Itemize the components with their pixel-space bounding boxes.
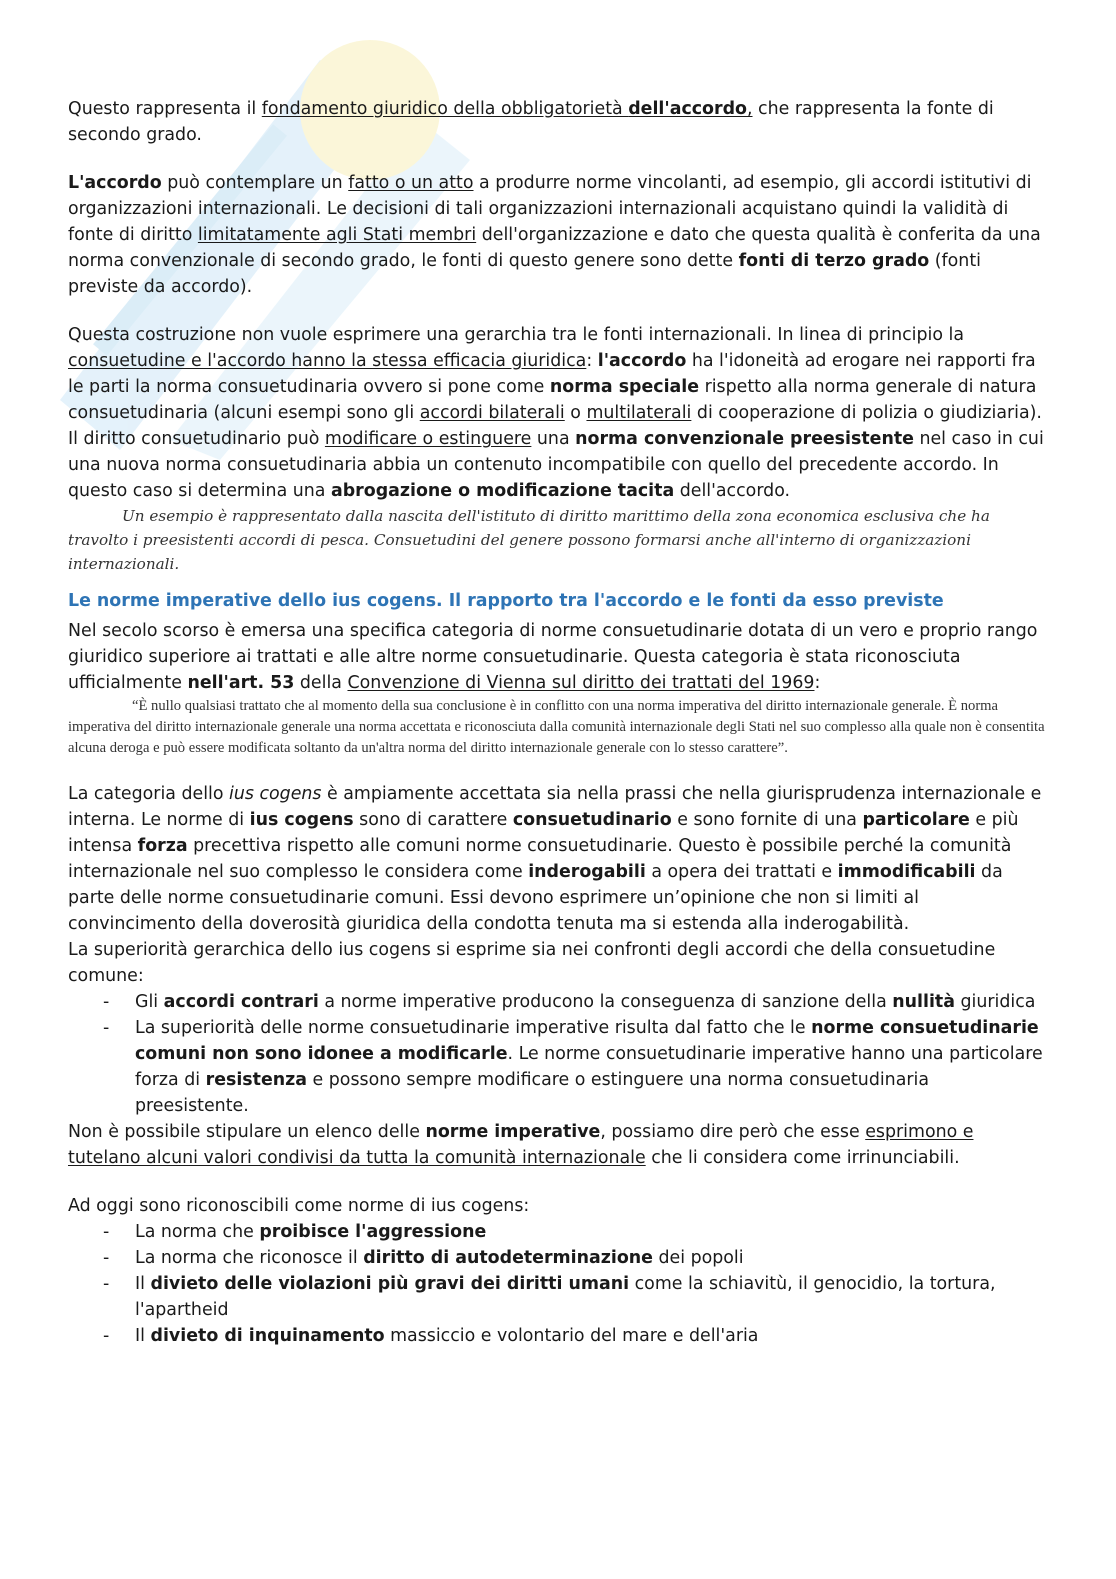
- list-item: - La norma che proibisce l'aggressione: [68, 1219, 1048, 1245]
- list-item: - Gli accordi contrari a norme imperative producono la conseguenza di sanzione della nullità giuridica: [68, 989, 1048, 1015]
- dash-bullet: -: [103, 1222, 110, 1242]
- underlined-text: limitatamente agli Stati membri: [197, 225, 477, 245]
- paragraph-gerarchia: Questa costruzione non vuole esprimere una gerarchia tra le fonti internazionali. In linea di principio la consuetudine e l'accordo hanno la stessa efficacia giuridica: l'accordo ha l'idoneità ad erogare nei rapporti fra le parti la norma consuetudinaria ovvero si pone come norma speciale rispetto alla norma generale di natura consuetudinaria (alcuni esempi sono gli accordi bilaterali o multilaterali di cooperazione di polizia o giudiziaria).: [68, 325, 1042, 423]
- bold-text: norme consuetudinarie comuni non sono idonee a modificarle: [135, 1018, 1039, 1064]
- italic-note: Un esempio è rappresentato dalla nascita dell'istituto di diritto marittimo della zona economica esclusiva che ha travolto i preesistenti accordi di pesca. Consuetudini del genere possono formarsi anche all'interno di organizzazioni internazionali.: [68, 507, 990, 573]
- document-body: [68, 96, 1048, 1349]
- text: che rappresenta la fonte di secondo grado.: [68, 99, 994, 145]
- bold-text: immodificabili: [837, 862, 976, 882]
- bold-text: consuetudinario: [512, 810, 672, 830]
- italic-text: ius cogens: [229, 784, 322, 804]
- bold-text: ius cogens: [249, 810, 354, 830]
- dash-bullet: -: [103, 1274, 110, 1294]
- paragraph-categoria-ius-cogens: La categoria dello ius cogens è ampiamente accettata sia nella prassi che nella giurisprudenza internazionale e interna. Le norme di ius cogens sono di carattere consuetudinario e sono fornite di una particolare e più intensa forza precettiva rispetto alle comuni norme consuetudinarie. Questo è possibile perché la comunità internazionale nel suo complesso le considera come inderogabili a opera dei trattati e immodificabili da parte delle norme consuetudinarie comuni. Essi devono esprimere un’opinione che non si limiti al convincimento della doverosità giuridica della condotta tenuta ma si estenda alla inderogabilità.: [68, 784, 1042, 934]
- article-quote: “È nullo qualsiasi trattato che al momento della sua conclusione è in conflitto con una norma imperativa del diritto internazionale generale. È norma imperativa del diritto internazionale generale una norma accettata e riconosciuta dalla comunità internazionale degli Stati nel suo complesso alla quale non è consentita alcuna deroga e può essere modificata soltanto da un'altra norma del diritto internazionale generale con lo stesso carattere”.: [68, 698, 1045, 756]
- underlined-text: accordi bilaterali: [419, 403, 565, 423]
- paragraph-superiorita: La superiorità gerarchica dello ius cogens si esprime sia nei confronti degli accordi che della consuetudine comune:: [68, 940, 996, 986]
- bold-text: particolare: [862, 810, 970, 830]
- dash-bullet: -: [103, 1248, 110, 1268]
- paragraph-fondamento: [68, 96, 1048, 148]
- bold-text: accordi contrari: [163, 992, 319, 1012]
- bold-text: diritto di autodeterminazione: [363, 1248, 653, 1268]
- bold-text: norma speciale: [549, 377, 700, 397]
- superiority-list: [68, 989, 1048, 1119]
- bold-text: norme imperative: [425, 1122, 601, 1142]
- bold-text: divieto delle violazioni più gravi dei diritti umani: [150, 1274, 630, 1294]
- text: Questo rappresenta il: [68, 99, 262, 119]
- bold-text: nullità: [892, 992, 955, 1012]
- underlined-text: consuetudine e l'accordo hanno la stessa efficacia giuridica: [68, 351, 587, 371]
- bold-text: proibisce l'aggressione: [259, 1222, 487, 1242]
- list-item: - Il divieto di inquinamento massiccio e volontario del mare e dell'aria: [68, 1323, 1048, 1349]
- bold-text: l'accordo: [597, 351, 687, 371]
- paragraph-ius-cogens-intro: Nel secolo scorso è emersa una specifica categoria di norme consuetudinarie dotata di un vero e proprio rango giuridico superiore ai trattati e alle altre norme consuetudinarie. Questa categoria è stata riconosciuta ufficialmente nell'art. 53 della Convenzione di Vienna sul diritto dei trattati del 1969:: [68, 621, 1038, 693]
- paragraph-accordo: L'accordo può contemplare un fatto o un atto a produrre norme vincolanti, ad esempio, gli accordi istitutivi di organizzazioni internazionali. Le decisioni di tali organizzazioni internazionali acquistano quindi la validità di fonte di diritto limitatamente agli Stati membri dell'organizzazione e dato che questa qualità è conferita da una norma convenzionale di secondo grado, le fonti di questo genere sono dette fonti di terzo grado (fonti previste da accordo).: [68, 173, 1041, 297]
- list-item: - La norma che riconosce il diritto di autodeterminazione dei popoli: [68, 1245, 1048, 1271]
- paragraph-diritto-consuetudinario: Il diritto consuetudinario può modificare o estinguere una norma convenzionale preesistente nel caso in cui una nuova norma consuetudinaria abbia un contenuto incompatibile con quello del precedente accordo. In questo caso si determina una abrogazione o modificazione tacita dell'accordo.: [68, 429, 1044, 501]
- underlined-text: fondamento giuridico della obbligatorietà dell'accordo,: [261, 99, 753, 119]
- section-heading: Le norme imperative dello ius cogens. Il rapporto tra l'accordo e le fonti da esso previste: [68, 591, 944, 611]
- dash-bullet: -: [103, 1326, 110, 1346]
- bold-text: inderogabili: [528, 862, 646, 882]
- bold-text: resistenza: [205, 1070, 308, 1090]
- bold-text: forza: [137, 836, 188, 856]
- dash-bullet: -: [103, 1018, 110, 1038]
- bold-text: abrogazione o modificazione tacita: [330, 481, 675, 501]
- paragraph-ad-oggi: Ad oggi sono riconoscibili come norme di ius cogens:: [68, 1196, 530, 1216]
- ius-cogens-list: [68, 1219, 1048, 1349]
- underlined-text: modificare o estinguere: [324, 429, 532, 449]
- bold-text: L'accordo: [68, 173, 162, 193]
- underlined-text: esprimono e tutelano alcuni valori condivisi da tutta la comunità internazionale: [68, 1122, 974, 1168]
- dash-bullet: -: [103, 992, 110, 1012]
- underlined-text: fatto o un atto: [348, 173, 474, 193]
- paragraph-norme-imperative: Non è possibile stipulare un elenco delle norme imperative, possiamo dire però che esse esprimono e tutelano alcuni valori condivisi da tutta la comunità internazionale che li considera come irrinunciabili.: [68, 1122, 974, 1168]
- bold-text: nell'art. 53: [187, 673, 295, 693]
- underlined-text: Convenzione di Vienna sul diritto dei trattati del 1969: [347, 673, 815, 693]
- bold-text: norma convenzionale preesistente: [575, 429, 914, 449]
- bold-text: divieto di inquinamento: [150, 1326, 385, 1346]
- list-item: - La superiorità delle norme consuetudinarie imperative risulta dal fatto che le norme consuetudinarie comuni non sono idonee a modificarle. Le norme consuetudinarie imperative hanno una particolare forza di resistenza e possono sempre modificare o estinguere una norma consuetudinaria preesistente.: [68, 1015, 1048, 1119]
- bold-text: fonti di terzo grado: [738, 251, 930, 271]
- list-item: - Il divieto delle violazioni più gravi dei diritti umani come la schiavitù, il genocidio, la tortura, l'apartheid: [68, 1271, 1048, 1323]
- underlined-text: multilaterali: [586, 403, 692, 423]
